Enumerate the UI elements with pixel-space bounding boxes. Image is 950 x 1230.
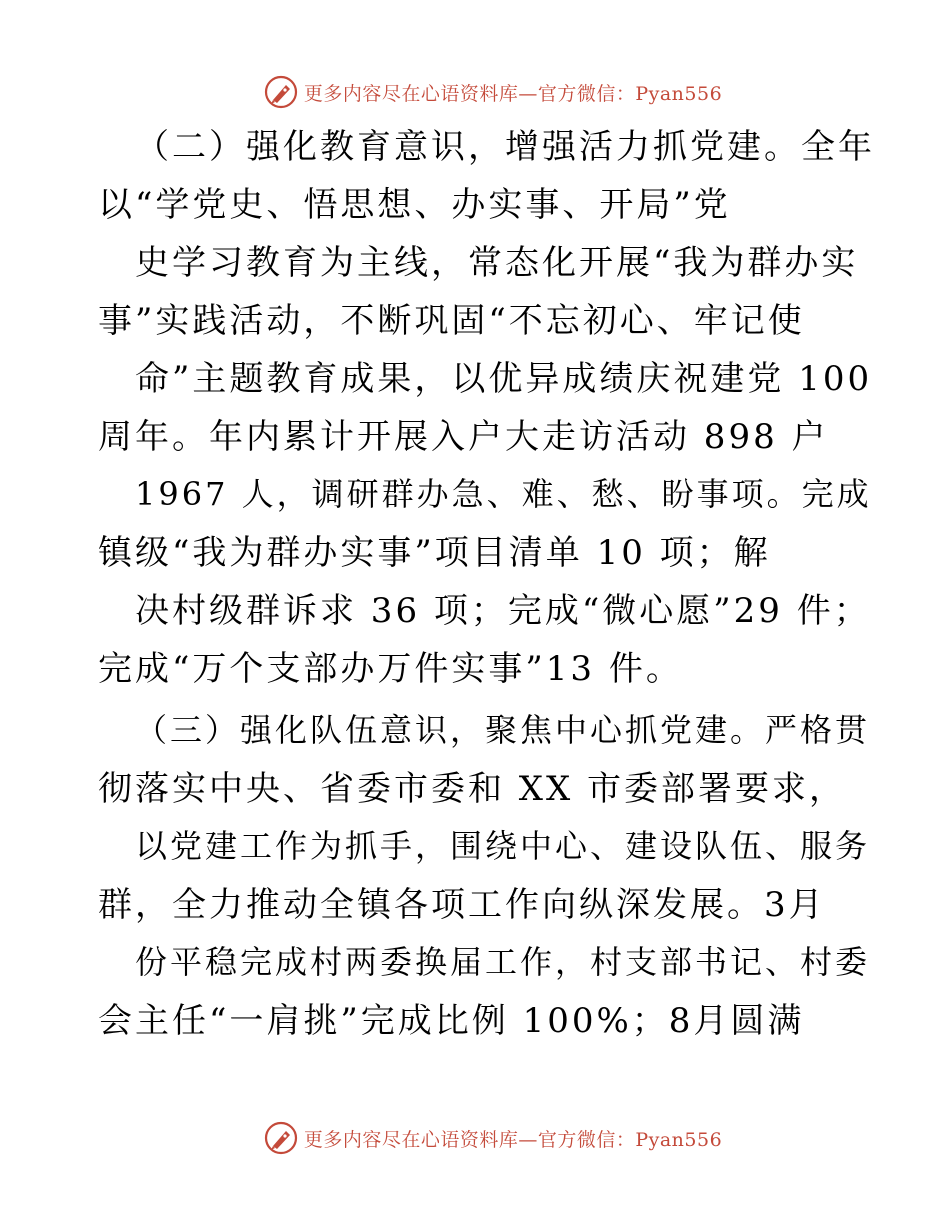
text-line: 会主任“一肩挑”完成比例 100%；8月圆满 bbox=[98, 1001, 805, 1041]
text-line: 镇级“我为群办实事”项目清单 10 项；解 bbox=[98, 533, 771, 573]
text-line: （三）强化队伍意识，聚焦中心抓党建。严格贯 bbox=[135, 711, 871, 749]
text-line: 份平稳完成村两委换届工作，村支部书记、村委 bbox=[135, 943, 871, 981]
text-line: 周年。年内累计开展入户大走访活动 898 户 bbox=[98, 417, 829, 457]
text-line: 以“学党史、悟思想、办实事、开局”党 bbox=[98, 185, 731, 225]
text-line: 以党建工作为抓手，围绕中心、建设队伍、服务 bbox=[135, 827, 871, 865]
text-line: 史学习教育为主线，常态化开展“我为群办实 bbox=[135, 243, 859, 283]
text-line: （二）强化教育意识，增强活力抓党建。全年 bbox=[135, 127, 875, 167]
watermark-text: 更多内容尽在心语资料库—官方微信：Pyan556 bbox=[303, 1128, 723, 1151]
text-line: 群，全力推动全镇各项工作向纵深发展。3月 bbox=[98, 885, 826, 925]
pen-nib-logo-icon bbox=[264, 1121, 298, 1155]
text-line: 决村级群诉求 36 项；完成“微心愿”29 件； bbox=[135, 591, 871, 631]
text-line: 完成“万个支部办万件实事”13 件。 bbox=[98, 649, 683, 689]
watermark-banner-top bbox=[0, 72, 950, 112]
watermark-banner-bottom bbox=[0, 1118, 950, 1158]
text-line: 1967 人，调研群办急、难、愁、盼事项。完成 bbox=[135, 475, 872, 513]
text-line: 事”实践活动，不断巩固“不忘初心、牢记使 bbox=[98, 301, 805, 341]
text-line: 命”主题教育成果，以优异成绩庆祝建党 100 bbox=[135, 359, 873, 399]
text-line: 彻落实中央、省委市委和 XX 市委部署要求， bbox=[98, 769, 847, 809]
pen-nib-logo-icon bbox=[264, 75, 298, 109]
watermark-text: 更多内容尽在心语资料库—官方微信：Pyan556 bbox=[303, 82, 723, 105]
